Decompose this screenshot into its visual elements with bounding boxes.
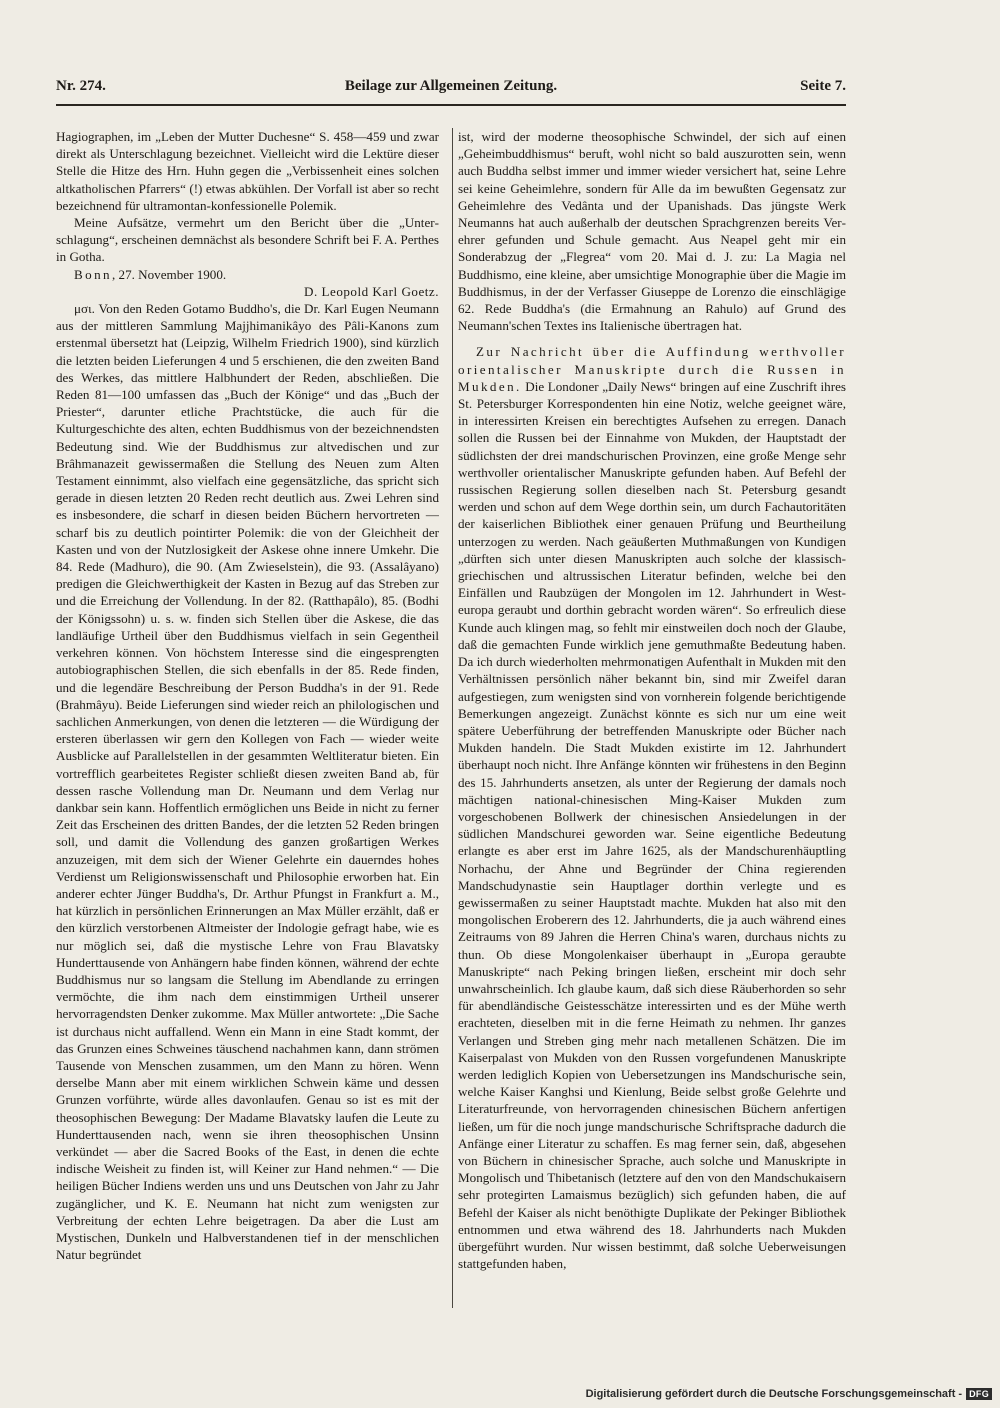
article1-note: Meine Aufsätze, vermehrt um den Bericht über die „Unterschlagung“, erscheinen demnächst als besondere Schrift bei F. A. Perthes in Gotha. (56, 215, 439, 265)
article2-body: Von den Reden Gotamo Buddho's, die Dr. Karl Eugen Neumann aus der mittleren Sammlung Majjhimanikâyo des Pâli-Kanons zum erstenmal übersetzt hat (Leipzig, Wilhelm Friedrich 1900), sind kürzlich die letzten beiden Lieferungen 4 und 5 erschienen, die den zweiten Band des Werkes, das mittlere Halbhundert der Reden, abschließen. Die Reden 81—100 umfassen das „Buch der Könige“ und das „Buch der Priester“, darunter etliche Prachtstücke, die auch für die Kulturgeschichte des alten, echten Buddhismus von der bezeichnendsten Bedeutung sind. Wie der Buddhismus zur altvedischen und zur Brâhmanazeit gewissermaßen die Stellung des Neuen zum Alten Testament einnimmt, also vielfach eine gegensätzliche, das spricht sich gerade in diesen letzten 20 Reden recht deutlich aus. Zwei Lehren sind es insbesondere, die scharf in diesen beiden Büchern hervortreten — scharf bis zu deutlich pointirter Polemik: die von der Gleichheit der Kasten und von der Nutzlosigkeit der Askese ohne innere Umkehr. Die 84. Rede (Madhuro), die 90. (Am Zwieselstein), die 93. (Assalâyano) predigen die Gleichwerthigkeit der Kasten in Bezug auf das Streben zur und die Erreichung der Vollendung. In der 82. (Ratthapâlo), 85. (Bodhi der Königssohn) u. s. w. finden sich Stellen über die Askese, die das landläufige Urtheil über den Buddhismus vielfach in sein Gegentheil verkehren können. Von höchstem Interesse sind die eingesprengten autobiographischen Stellen, die sich ebenfalls in der 85. Rede finden, und die legendäre Beschreibung der Person Buddha's in der 91. Rede (Brahmâyu). Beide Lieferungen sind wieder reich an philologischen und sachlichen Anmerkungen, von denen die letzteren — die Würdigung der ersteren überlassen wir gern den Kollegen von Fach — wieder weite Ausblicke auf Parallelstellen in der gesammten Weltliteratur bieten. Ein vortrefflich gearbeitetes Register schließt diesen zweiten Band ab, für dessen rasche Vollendung man Dr. Neumann und dem Verlag nur dankbar sein kann. Hoffentlich ermöglichen uns Beide in nicht zu ferner Zeit das Erscheinen des dritten Bandes, der die letzten 52 Reden bringen soll, und damit die Vollendung des ganzen großartigen Werkes anzuzeigen, mit dem sich der Wiener Gelehrte ein dauerndes hohes Verdienst um Religionswissenschaft und Philosophie erworben hat. Ein anderer echter Jünger Buddha's, Dr. Arthur Pfungst in Frankfurt a. M., hat kürzlich in persönlichen Erinnerungen an Max Müller erzählt, daß er den kürzlich verstorbenen Altmeister der Indologie gefragt habe, wie es nur möglich sei, daß die mystische Lehre von Frau Blavatsky Hunderttausende von Anhängern habe finden können, während der echte Buddhismus nur so langsam die Stellung im Abendlande zu erringen vermöchte, die ihm nach dem einstimmigen Urtheil unserer hervorragendsten Denker zukomme. Max Müller antwortete: „Die Sache ist durchaus nicht auffallend. Wenn ein Mann in eine Stadt kommt, der das Grunzen eines Schweines täuschend nachahmen kann, dann strömen Tausende von Menschen zusammen, um den Mann zu hören. Wenn derselbe Mann aber mit einem wirklichen Schwein käme und dessen Grunzen vorführte, würde alles davonlaufen. Genau so ist es mit der theosophischen Bewegung: Der Madame Blavatsky laufen die Leute zu Hunderttausenden nach, wenn sie ihren theosophischen Unsinn verkündet — aber die Sacred Books of the East, in denen die echte indische Weisheit zu finden ist, will Keiner zur Hand nehmen.“ — Die heiligen Bücher Indiens werden uns und uns Deutschen von Jahr zu Jahr zugänglicher, und K. E. Neumann hat nicht zum wenigsten zur Verbreitung der echten Lehre beigetragen. Da aber die Lust am Mystischen, Dunkeln und Halbverstandenen tief in der menschlichen Natur begründet (56, 301, 439, 1263)
article1-dateline (56, 266, 439, 283)
article1-continuation: Hagiographen, im „Leben der Mutter Duchesne“ S. 458—459 und zwar direkt als Unterschlagung bezeichnet. Vielleicht wird die Lektüre dieser Stelle die Hitze des Hrn. Huhn gegen die „Verbissenheit eines solchen altkatholischen Pfarrers“ (!) etwas abkühlen. Der Vorfall ist aber so recht bezeichnend für ultramontan-konfessionelle Polemik. (56, 129, 439, 213)
article2-continuation: ist, wird der moderne theosophische Schwindel, der sich auf einen „Geheimbuddhismus“ beruft, wohl nicht so bald auszurotten sein, wenn auch Buddha selbst immer und immer wieder versichert hat, seine Lehre sei keine Geheimlehre, sondern für Alle da im bewußten Gegensatz zur Geheimlehre des Vedânta und der Upanishads. Das jüngste Werk Neumanns hat auch außerhalb der deutschen Sprachgrenzen bereits Verehrer gefunden und Schule gemacht. Aus Neapel geht mir ein Sonderabzug der „Flegrea“ vom 20. Mai d. J. zu: La Magia nel Buddhismo, eine kleine, aber umsichtige Monographie über die Magie im Buddhismus, in der der Verfasser Giuseppe de Lorenzo die einschlägige 62. Rede Buddha's (die Ermahnung an Rahulo) auf Grund des Neumann'schen Textes ins Italienische übertragen hat. (458, 129, 846, 334)
supplement-title: Beilage zur Allgemeinen Zeitung. (344, 78, 558, 94)
article1-signature: D. Leopold Karl Goetz. (304, 283, 439, 299)
article3-heading: Zur Nachricht über die Auffindung werthvoller orientalischer Manuskripte durch die Russen in Mukden. (458, 344, 846, 394)
right-column (458, 128, 846, 1310)
article3-body: Die Londoner „Daily News“ bringen auf eine Zuschrift ihres St. Petersburger Korrespondenten hin eine Notiz, welche geeignet wäre, in interessirten Kreisen ein berechtigtes Aufsehen zu erregen. Danach sollen die Russen bei der Einnahme von Mukden, der Hauptstadt der südlichsten der drei mandschurischen Provinzen, eine große Menge sehr werthvoller orientalischer Manuskripte gefunden haben. Auf Befehl der russischen Regierung sollen dieselben nach St. Petersburg gesandt werden und schon auf dem Wege dorthin sein, um durch Fachautoritäten der kaiserlichen Bibliothek einer genauen Prüfung und Beurtheilung unterzogen zu werden. Nach geäußerten Muthmaßungen von Kundigen „dürften sich unter diesen Manuskripten auch solche der klassisch-griechischen und altrussischen Literatur befinden, welche bei den Einfällen und Raubzügen der Mongolen im 12. Jahrhundert in Westeuropa geraubt und dorthin gebracht worden wären“. So erfreulich diese Kunde auch klingen mag, so fehlt mir einstweilen doch noch der Glaube, daß die gemachten Funde wirklich jene gemuthmaßte Bedeutung haben. Da ich durch wiederholten mehrmonatigen Aufenthalt in Mukden mit den Verhältnissen persönlich näher bekannt bin, sind mir Zweifel daran aufgestiegen, zum wenigsten sind von vornherein folgende berichtigende Bemerkungen angezeigt. Zunächst könnte es sich nur um eine weit spätere Ueberführung der betreffenden Manuskripte oder Bücher nach Mukden handeln. Die Stadt Mukden existirte im 12. Jahrhundert überhaupt noch nicht. Ihre Anfänge könnten wir frühestens in den Beginn des 15. Jahrhunderts ansetzen, als unter der Regierung der damals noch mächtigen national-chinesischen Ming-Kaiser Mukden zum vorgeschobenen Bollwerk der chinesischen Ansiedelungen in der südlichen Mandschurei geworden war. Seine eigentliche Bedeutung erlangte es aber erst im Jahre 1625, als der Mandschurenhäuptling Norhachu, der Ahne und Begründer der China regierenden Mandschudynastie sein Hauptlager dorthin verlegte und es gewissermaßen zu seiner Hauptstadt machte. Mukden hat also mit den mongolischen Eroberern des 12. Jahrhunderts, die ja auch während eines Zeitraums von 89 Jahren die Herren China's waren, durchaus nichts zu thun. Ob diese Mongolenkaiser überhaupt in „Europa geraubte Manuskripte“ nach Peking bringen ließen, erscheint mir doch sehr unwahrscheinlich. Ich glaube kaum, daß sich diese Räuberhorden so sehr für abendländische Geistesschätze interessirten und es der Mühe werth erachteten, dieselben mit in die ferne Heimath zu nehmen. Ihr ganzes Verlangen und Streben ging mehr nach metallenen Schätzen. Die im Kaiserpalast von Mukden von den Russen vorgefundenen Manuskripte werden lediglich Kopien von Uebersetzungen ins Mandschurische sein, welche Kaiser Kanghsi und Kienlung, Beide selbst große Gelehrte und Literaturfreunde, von hervorragenden chinesischen Büchern anfertigen ließen, um für die noch junge mandschurische Schriftsprache dadurch die Anfänge einer Literatur zu schaffen. Es mag ferner sein, daß, abgesehen von Büchern in chinesischer Sprache, auch solche und Manuskripte in Mongolisch und Thibetanisch (letztere auf den von den Mandschukaisern sehr protegirten Lamaismus bezüglich) sich gefunden haben, die auf Befehl der Kaiser als nicht benöthigte Duplikate der Pekinger Bibliothek entnommen und etwa während des 18. Jahrhunderts nach Mukden übergeführt wurden. Nur wissen bestimmt, daß solche Ueberweisungen stattgefunden haben, (458, 378, 846, 1272)
column-divider (452, 128, 453, 1308)
dateline-place: Bonn (74, 266, 112, 282)
header-rule (56, 104, 846, 106)
issue-number: Nr. 274. (56, 78, 106, 94)
article2-marker: μσι. (74, 301, 95, 317)
page-number: Seite 7. (800, 78, 846, 94)
dfg-logo-icon: DFG (966, 1388, 992, 1400)
article2-buddha-reden (56, 300, 439, 1263)
dateline-date: , 27. November 1900. (111, 266, 227, 282)
article3-mukden-manuscripts (458, 343, 846, 1272)
page-header (56, 78, 846, 100)
digitization-credit (586, 1386, 992, 1402)
left-column (56, 128, 439, 1310)
credit-text: Digitalisierung gefördert durch die Deutsche Forschungsgemeinschaft - (585, 1388, 963, 1400)
